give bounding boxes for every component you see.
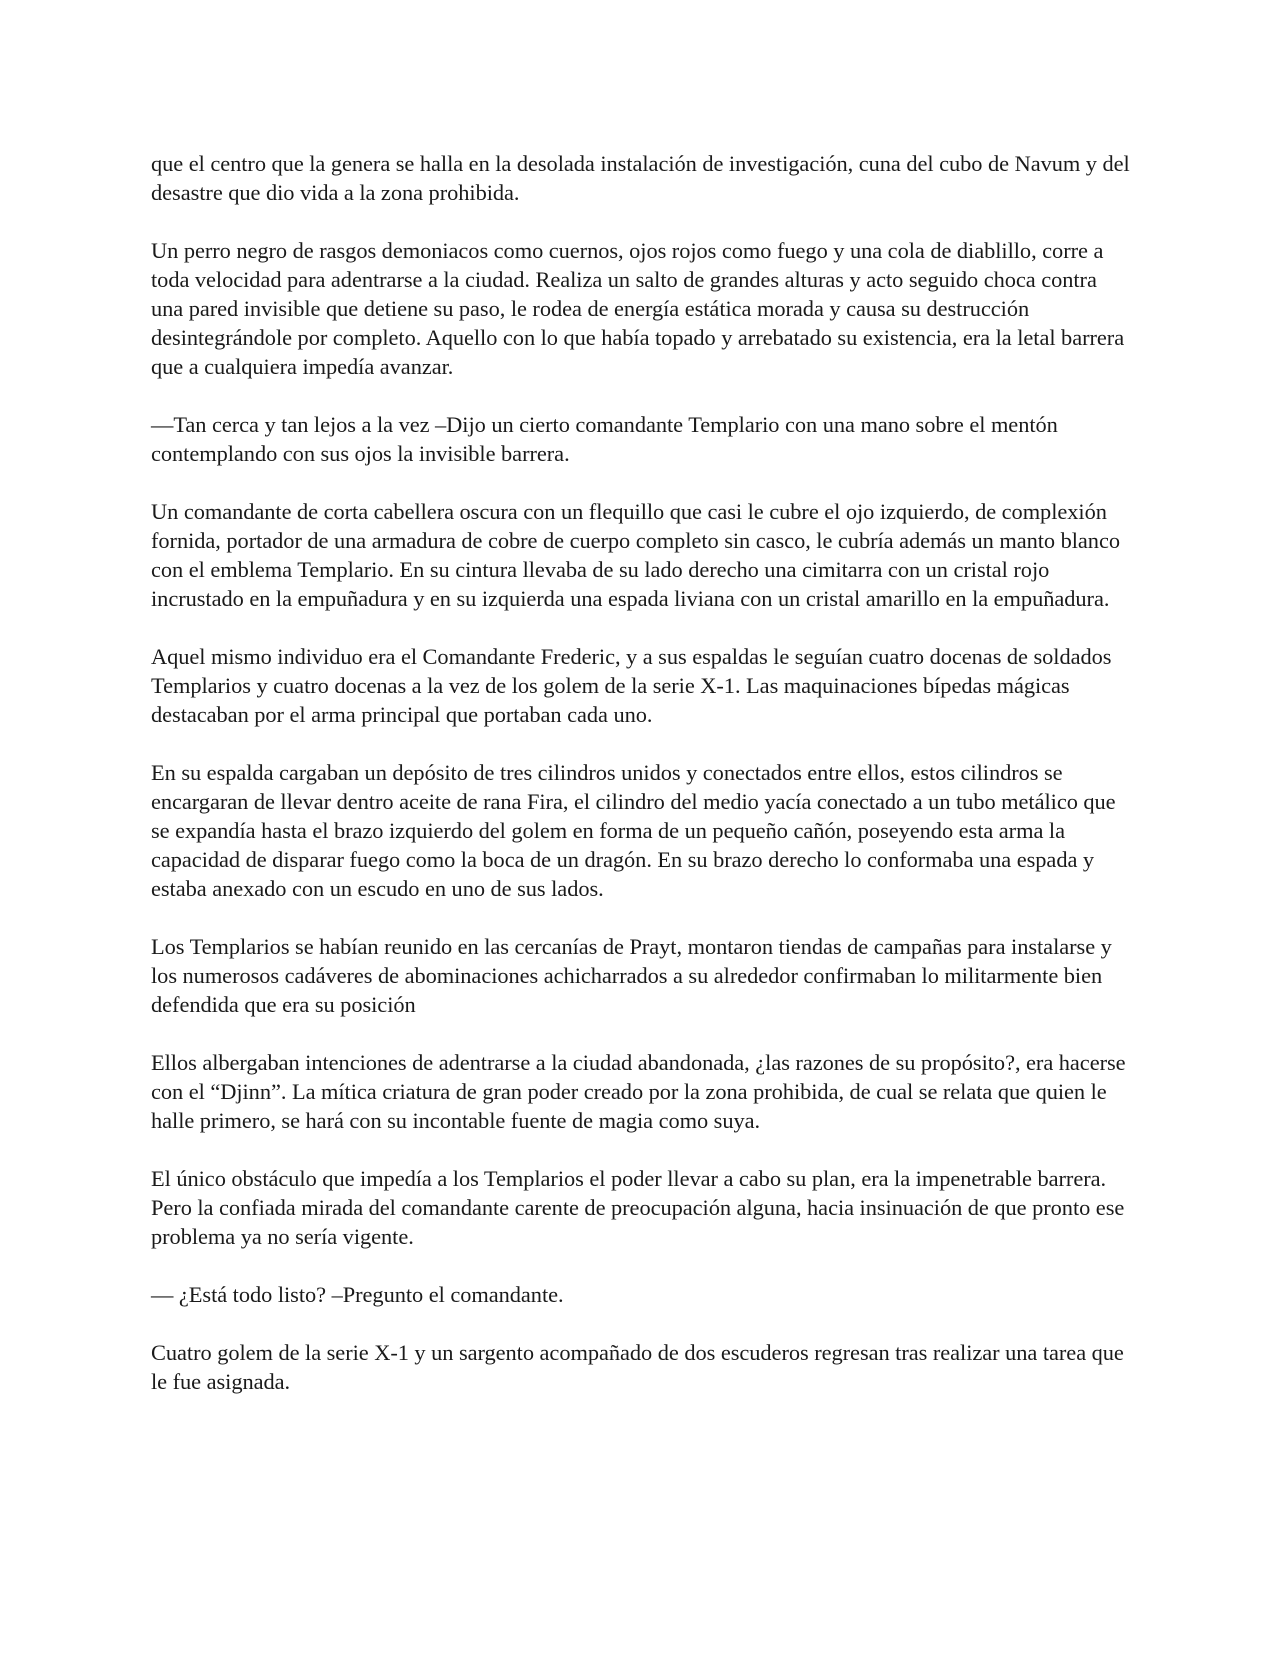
paragraph: El único obstáculo que impedía a los Templarios el poder llevar a cabo su plan, era la impenetrable barrera. Pero la confiada mirada del comandante carente de preocupación alguna, hacia insinuación de que pronto ese problema ya no sería vigente. (151, 1166, 1125, 1249)
paragraph: que el centro que la genera se halla en la desolada instalación de investigación, cuna del cubo de Navum y del desastre que dio vida a la zona prohibida. (151, 151, 1130, 205)
paragraph: En su espalda cargaban un depósito de tres cilindros unidos y conectados entre ellos, estos cilindros se encargaran de llevar dentro aceite de rana Fira, el cilindro del medio yacía conectado a un tubo metálico que se expandía hasta el brazo izquierdo del golem en forma de un pequeño cañón, poseyendo esta arma la capacidad de disparar fuego como la boca de un dragón. En su brazo derecho lo conformaba una espada y estaba anexado con un escudo en uno de sus lados. (151, 760, 1116, 901)
page-text (151, 149, 1131, 1425)
paragraph: Cuatro golem de la serie X-1 y un sargento acompañado de dos escuderos regresan tras realizar una tarea que le fue asignada. (151, 1340, 1124, 1394)
dialogue-paragraph: —Tan cerca y tan lejos a la vez –Dijo un cierto comandante Templario con una mano sobre el mentón contemplando con sus ojos la invisible barrera. (151, 412, 1058, 466)
paragraph: Los Templarios se habían reunido en las cercanías de Prayt, montaron tiendas de campañas para instalarse y los numerosos cadáveres de abominaciones achicharrados a su alrededor confirmaban lo militarmente bien defendida que era su posición (151, 934, 1112, 1017)
paragraph: Aquel mismo individuo era el Comandante Frederic, y a sus espaldas le seguían cuatro docenas de soldados Templarios y cuatro docenas a la vez de los golem de la serie X-1. Las maquinaciones bípedas mágicas destacaban por el arma principal que portaban cada uno. (151, 644, 1112, 727)
paragraph: Un comandante de corta cabellera oscura con un flequillo que casi le cubre el ojo izquierdo, de complexión fornida, portador de una armadura de cobre de cuerpo completo sin casco, le cubría además un manto blanco con el emblema Templario. En su cintura llevaba de su lado derecho una cimitarra con un cristal rojo incrustado en la empuñadura y en su izquierda una espada liviana con un cristal amarillo en la empuñadura. (151, 499, 1120, 611)
dialogue-paragraph: — ¿Está todo listo? –Pregunto el comandante. (151, 1282, 564, 1307)
paragraph: Ellos albergaban intenciones de adentrarse a la ciudad abandonada, ¿las razones de su propósito?, era hacerse con el “Djinn”. La mítica criatura de gran poder creado por la zona prohibida, de cual se relata que quien le halle primero, se hará con su incontable fuente de magia como suya. (151, 1050, 1126, 1133)
paragraph: Un perro negro de rasgos demoniacos como cuernos, ojos rojos como fuego y una cola de diablillo, corre a toda velocidad para adentrarse a la ciudad. Realiza un salto de grandes alturas y acto seguido choca contra una pared invisible que detiene su paso, le rodea de energía estática morada y causa su destrucción desintegrándole por completo. Aquello con lo que había topado y arrebatado su existencia, era la letal barrera que a cualquiera impedía avanzar. (151, 238, 1125, 379)
